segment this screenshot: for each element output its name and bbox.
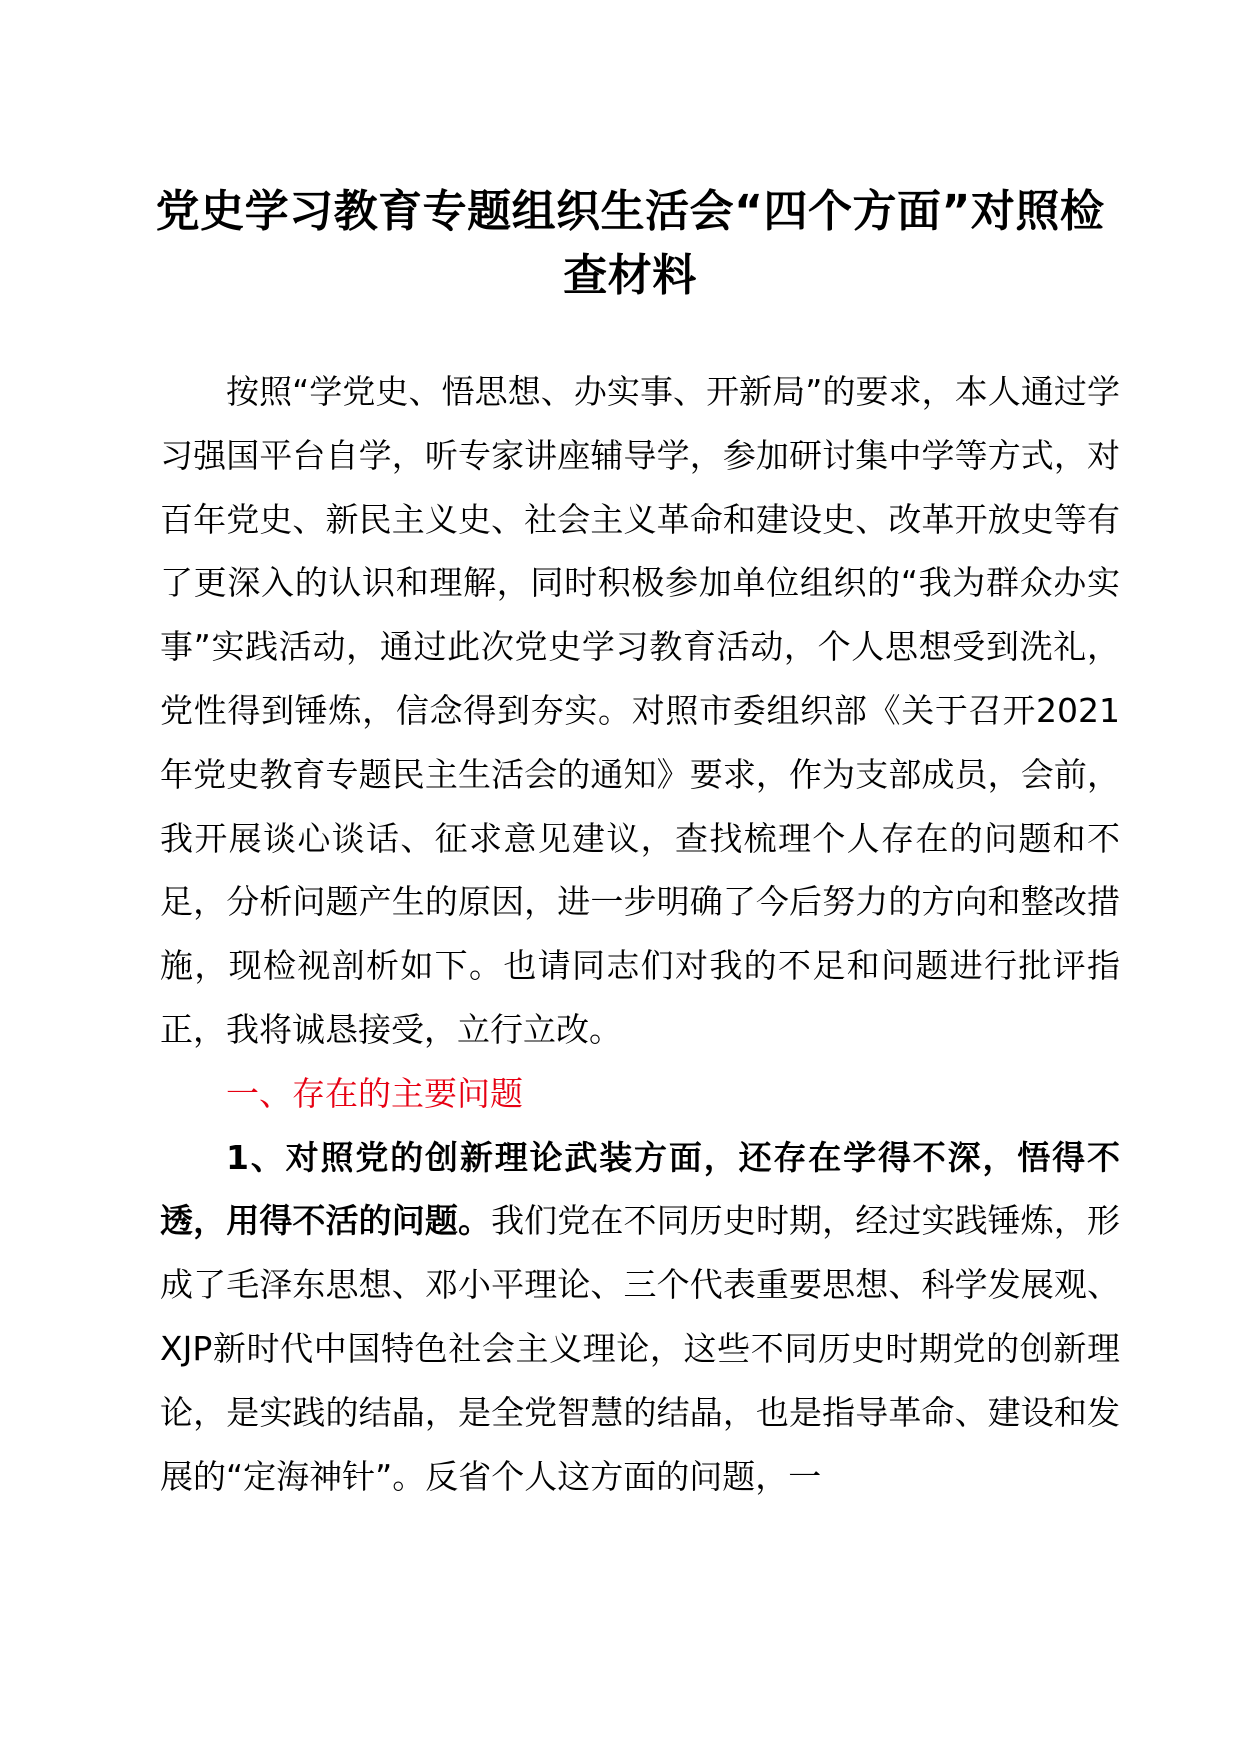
- intro-paragraph: 按照“学党史、悟思想、办实事、开新局”的要求，本人通过学习强国平台自学，听专家讲座辅导学，参加研讨集中学等方式，对百年党史、新民主义史、社会主义革命和建设史、改革开放史等有了更深入的认识和理解，同时积极参加单位组织的“我为群众办实事”实践活动，通过此次党史学习教育活动，个人思想受到洗礼，党性得到锤炼，信念得到夯实。对照市委组织部《关于召开2021年党史教育专题民主生活会的通知》要求，作为支部成员，会前，我开展谈心谈话、征求意见建议，查找梳理个人存在的问题和不足，分析问题产生的原因，进一步明确了今后努力的方向和整改措施，现检视剖析如下。也请同志们对我的不足和问题进行批评指正，我将诚恳接受，立行立改。: [160, 372, 1120, 1049]
- problem-item-1-lead: 1、对照党的创新理论武装方面，还存在学得不深，悟得不透，用得不活的问题。: [160, 1137, 1120, 1241]
- section-heading-problems: 一、存在的主要问题: [226, 1073, 523, 1113]
- document-title: 党史学习教育专题组织生活会“四个方面”对照检查材料: [155, 186, 1105, 301]
- document-body: [160, 360, 1120, 1508]
- problem-item-1: [160, 1126, 1120, 1509]
- problem-item-1-text: 我们党在不同历史时期，经过实践锤炼，形成了毛泽东思想、邓小平理论、三个代表重要思想、科学发展观、XJP新时代中国特色社会主义理论，这些不同历史时期党的创新理论，是实践的结晶，是全党智慧的结晶，也是指导革命、建设和发展的“定海神针”。反省个人这方面的问题，一: [160, 1201, 1121, 1496]
- document-page: [155, 180, 1121, 1508]
